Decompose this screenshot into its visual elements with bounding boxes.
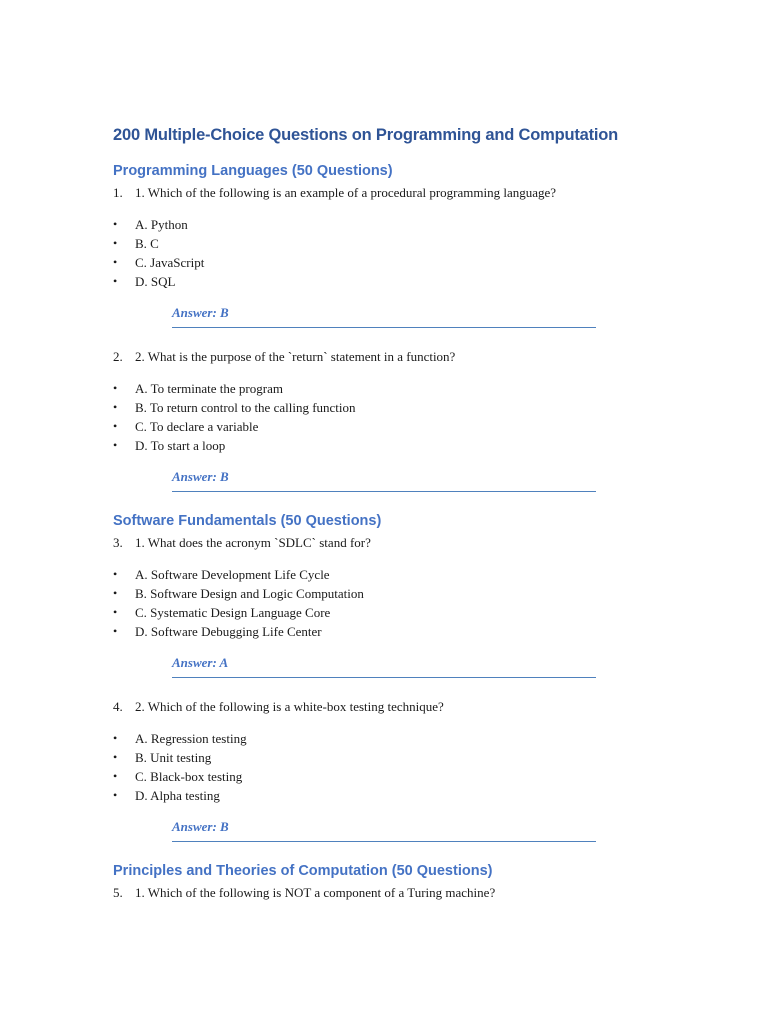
bullet-icon: • [113, 438, 118, 452]
option-item: • A. To terminate the program [113, 381, 283, 396]
option-item: • C. JavaScript [113, 255, 205, 270]
question-text: 2. What is the purpose of the `return` statement in a function? [135, 349, 456, 364]
bullet-icon: • [113, 567, 118, 581]
question-number: 5. [113, 885, 123, 900]
option-item: • A. Software Development Life Cycle [113, 567, 330, 582]
answer-label: Answer: B [172, 468, 596, 492]
answer-label: Answer: A [172, 654, 596, 678]
section-title: Principles and Theories of Computation (50 Questions) [113, 863, 493, 879]
bullet-icon: • [113, 731, 118, 745]
question-block [113, 348, 653, 492]
bullet-icon: • [113, 769, 118, 783]
option-item: • D. SQL [113, 274, 176, 289]
bullet-icon: • [113, 255, 118, 269]
question [113, 534, 653, 552]
bullet-icon: • [113, 236, 118, 250]
option-item: • B. C [113, 236, 159, 251]
question-number: 3. [113, 535, 123, 550]
option-item: • D. To start a loop [113, 438, 226, 453]
bullet-icon: • [113, 605, 118, 619]
question-block [113, 184, 653, 328]
question-text: 1. Which of the following is NOT a component of a Turing machine? [135, 885, 496, 900]
question-number: 1. [113, 185, 123, 200]
option-list [113, 565, 653, 641]
option-item: • A. Python [113, 217, 188, 232]
question-text: 2. Which of the following is a white-box testing technique? [135, 699, 444, 714]
option-list [113, 729, 653, 805]
question-block [113, 884, 653, 902]
bullet-icon: • [113, 381, 118, 395]
question [113, 698, 653, 716]
bullet-icon: • [113, 400, 118, 414]
option-item: • B. To return control to the calling function [113, 400, 356, 415]
option-item: • C. Systematic Design Language Core [113, 605, 331, 620]
question-number: 2. [113, 349, 123, 364]
option-item: • D. Software Debugging Life Center [113, 624, 322, 639]
bullet-icon: • [113, 586, 118, 600]
option-item: • C. Black-box testing [113, 769, 243, 784]
document-title: 200 Multiple-Choice Questions on Programming and Computation [113, 126, 619, 144]
option-item: • B. Unit testing [113, 750, 212, 765]
bullet-icon: • [113, 217, 118, 231]
answer-label: Answer: B [172, 818, 596, 842]
answer-label: Answer: B [172, 304, 596, 328]
bullet-icon: • [113, 750, 118, 764]
option-item: • B. Software Design and Logic Computation [113, 586, 364, 601]
document-page [113, 124, 653, 902]
option-item: • C. To declare a variable [113, 419, 259, 434]
question-block [113, 534, 653, 678]
option-item: • A. Regression testing [113, 731, 247, 746]
option-item: • D. Alpha testing [113, 788, 220, 803]
option-list [113, 215, 653, 291]
section-title: Software Fundamentals (50 Questions) [113, 513, 382, 529]
question [113, 184, 653, 202]
bullet-icon: • [113, 419, 118, 433]
option-list [113, 379, 653, 455]
question-number: 4. [113, 699, 123, 714]
bullet-icon: • [113, 274, 118, 288]
bullet-icon: • [113, 624, 118, 638]
question [113, 348, 653, 366]
section-title: Programming Languages (50 Questions) [113, 163, 393, 179]
bullet-icon: • [113, 788, 118, 802]
question-block [113, 698, 653, 842]
question-text: 1. What does the acronym `SDLC` stand for? [135, 535, 371, 550]
question [113, 884, 653, 902]
question-text: 1. Which of the following is an example of a procedural programming language? [135, 185, 557, 200]
